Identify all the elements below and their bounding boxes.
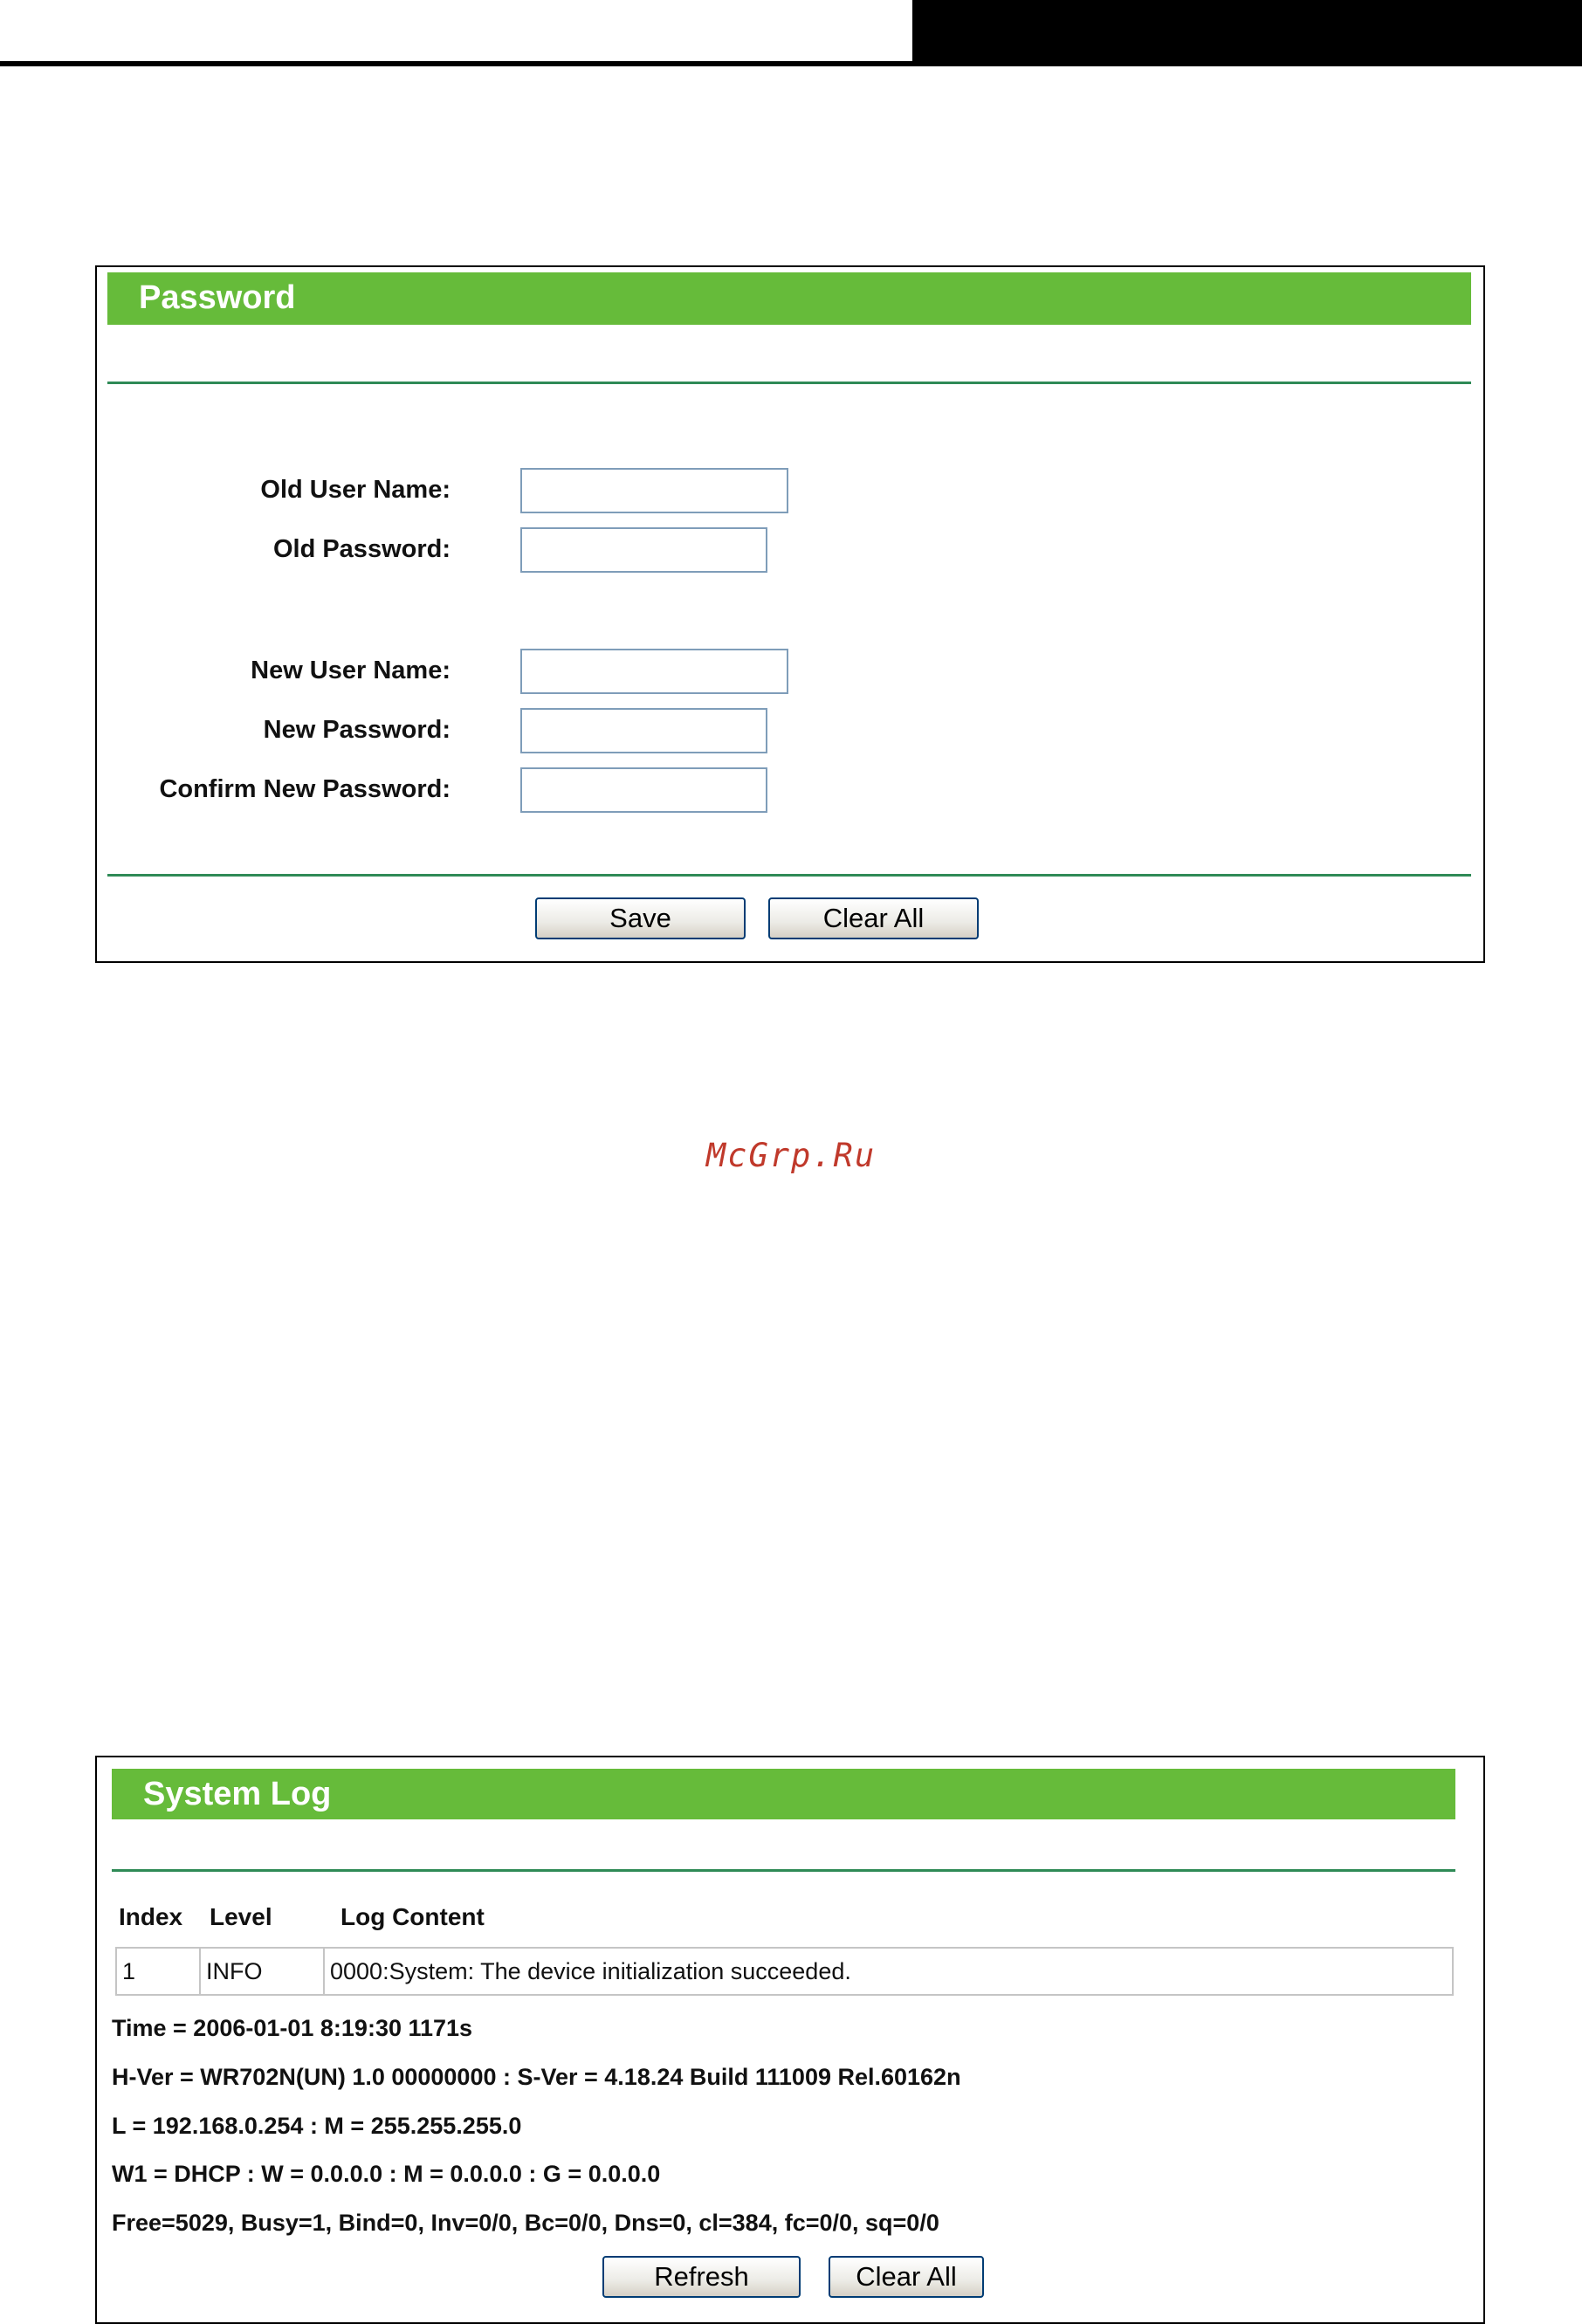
column-header-log-content: Log Content bbox=[340, 1903, 485, 1930]
column-header-level: Level bbox=[210, 1903, 272, 1930]
refresh-button[interactable]: Refresh bbox=[602, 2256, 801, 2298]
system-log-panel-title: System Log bbox=[112, 1769, 1455, 1819]
system-log-panel-divider bbox=[112, 1869, 1455, 1872]
new-user-name-label: New User Name: bbox=[251, 657, 451, 684]
password-clear-all-button[interactable]: Clear All bbox=[768, 897, 979, 939]
save-button[interactable]: Save bbox=[535, 897, 746, 939]
old-password-input[interactable] bbox=[520, 527, 767, 573]
new-password-label: New Password: bbox=[263, 716, 451, 744]
log-version-line: H-Ver = WR702N(UN) 1.0 00000000 : S-Ver = 4.18.24 Build 111009 Rel.60162n bbox=[112, 2064, 961, 2090]
password-panel-bottom-divider bbox=[107, 874, 1471, 877]
watermark: McGrp.Ru bbox=[705, 1137, 877, 1174]
old-user-name-input[interactable] bbox=[520, 468, 788, 513]
log-clear-all-button[interactable]: Clear All bbox=[829, 2256, 984, 2298]
new-user-name-input[interactable] bbox=[520, 649, 788, 694]
column-header-index: Index bbox=[119, 1903, 183, 1930]
new-password-input[interactable] bbox=[520, 708, 767, 753]
log-time-line: Time = 2006-01-01 8:19:30 1171s bbox=[112, 2015, 473, 2041]
log-index-cell: 1 bbox=[122, 1958, 136, 1984]
confirm-new-password-input[interactable] bbox=[520, 767, 767, 813]
log-stats-line: Free=5029, Busy=1, Bind=0, Inv=0/0, Bc=0/0, Dns=0, cl=384, fc=0/0, sq=0/0 bbox=[112, 2210, 939, 2236]
log-level-cell: INFO bbox=[199, 1949, 323, 1994]
old-password-label: Old Password: bbox=[272, 535, 451, 563]
password-panel-top-divider bbox=[107, 382, 1471, 384]
log-wan-line: W1 = DHCP : W = 0.0.0.0 : M = 0.0.0.0 : G = 0.0.0.0 bbox=[112, 2161, 661, 2187]
log-lan-line: L = 192.168.0.254 : M = 255.255.255.0 bbox=[112, 2113, 522, 2139]
confirm-new-password-label: Confirm New Password: bbox=[159, 775, 451, 803]
log-content-cell: 0000:System: The device initialization succeeded. bbox=[323, 1949, 1452, 1994]
old-user-name-label: Old User Name: bbox=[260, 476, 451, 504]
password-panel-title: Password bbox=[107, 272, 1471, 325]
page-header-block bbox=[912, 0, 1582, 66]
table-row bbox=[115, 1947, 1454, 1996]
password-panel bbox=[95, 265, 1485, 963]
